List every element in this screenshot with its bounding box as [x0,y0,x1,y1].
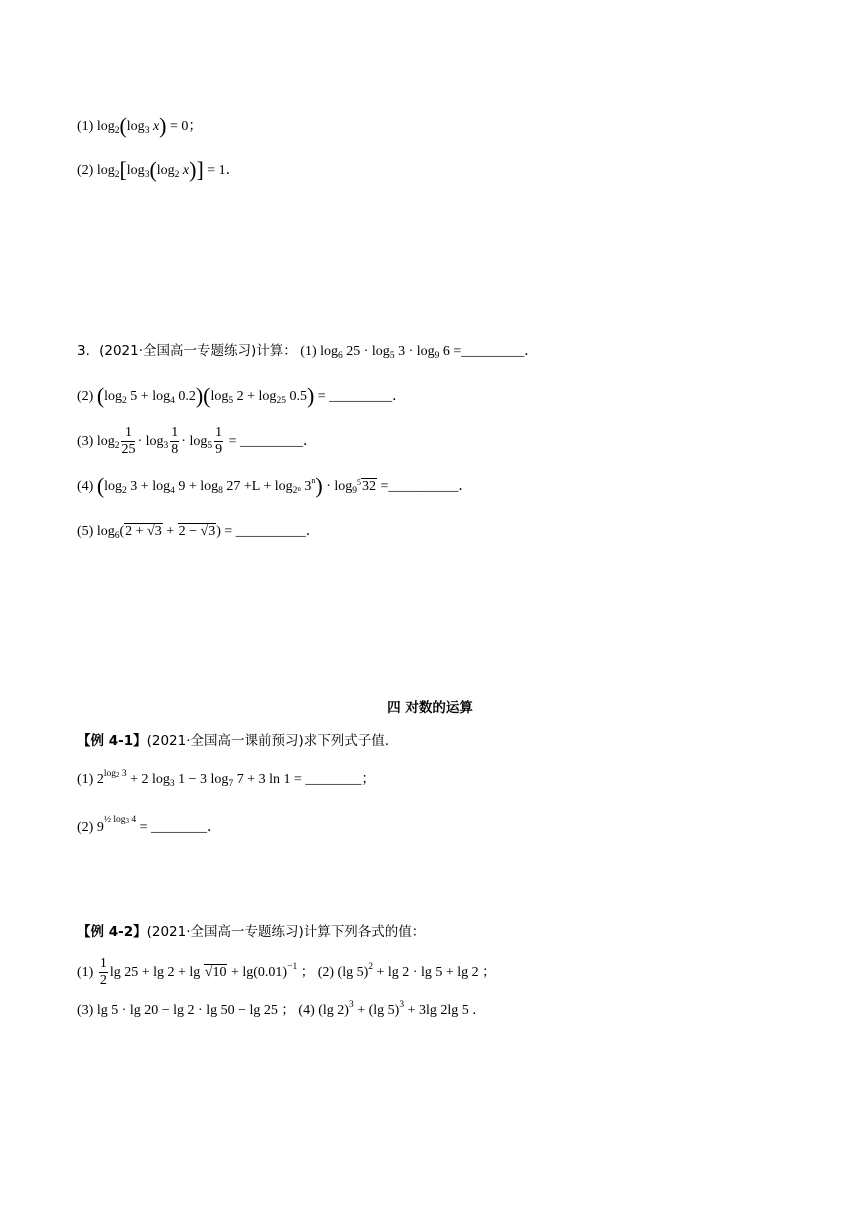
ellipsis-term: +L + [243,479,272,494]
example-4-2-row1 [77,954,496,991]
expression: (lg 5)$^2$ + lg 2 · lg 5 + lg 2 [337,962,479,980]
item-number: (1) [300,344,317,359]
expression: $\log_6 25 \cdot \log_5 3 \cdot \log_9 6$ [320,344,450,361]
problem3-item4 [77,473,473,498]
item-number: (2) [317,965,335,980]
answer-blank: = _________． [317,389,407,404]
answer-blank: = _________． [228,434,317,449]
example-4-2-row2 [77,1000,486,1021]
example-text: (2021·全国高一课前预习)求下列式子值． [146,733,399,749]
answer-blank: =_________． [453,344,539,359]
answer-blank: =__________． [380,479,473,494]
item-number: (1) [77,119,94,134]
example-label: 【例 4-1】 [77,733,147,749]
equation-tail: = 1． [207,163,240,178]
problem3-prefix: 3．(2021·全国高一专题练习)计算： [77,343,297,359]
item-number: (4) [298,1003,315,1018]
expression: (lg 2)$^3$ + (lg 5)$^3$ + 3lg 2lg 5 [318,1000,469,1018]
item-number: (1) [77,965,94,980]
problem2-item1 [77,113,203,138]
expression: ($\log_2$ $5 + \log_4 0.2)(\log_5$ $2 + \log_{25} 0.5$) [96,383,315,408]
equation: $\log_2(\log_3$ x) [96,113,167,138]
separator: ； [482,964,496,980]
answer-blank: = ________； [293,772,376,787]
equation-tail: = 0； [169,119,203,134]
problem3-header [77,341,538,362]
answer-blank: = __________． [224,524,320,539]
problem2-item2 [77,157,240,182]
item-number: (2) [77,389,94,404]
expression: lg 5 · lg 20 − lg 2 · lg 50 − lg 25 [96,1003,278,1018]
item-number: (2) [77,163,94,178]
problem3-item3 [77,424,317,460]
separator: ． [472,1002,486,1018]
example-4-1-item2 [77,815,221,838]
answer-blank: = ________． [139,820,221,835]
example-4-1-header [77,731,398,752]
equation: $\log_2[\log_3(\log_2$ x)] [96,157,204,182]
expression: $\log_6(2 + √3 + 2 - √3)$ [96,524,221,541]
item-number: (3) [77,1003,94,1018]
example-text: (2021·全国高一专题练习)计算下列各式的值： [146,924,426,940]
expression: ($\log_2$ $3 + \log_4 9 + \log_8 27 +L + \log_{2^n} 3^n) \cdot \log_9^532$ [96,473,376,498]
problem3-item5 [77,522,320,542]
section-heading: 四 对数的运算 [387,700,473,716]
expression: $\frac{1}{2}$ $\lg 25 + \lg 2 + \lg √10 + \lg(0.01)^{-1}$ [99,956,298,989]
item-number: (3) [77,434,94,449]
separator: ； [281,1002,295,1018]
separator: ； [300,964,315,980]
expression: $\log_2$ $\frac{1}{25}$ · $\log_3$ $\frac{1}{8}$ · $\log_5$ $\frac{1}{9}$ [96,425,223,458]
example-label: 【例 4-2】 [77,924,147,940]
expression: $2^{log_2 3} + 2$ $\log_3 1 - 3$ $\log_7 7 + 3$ ln 1 [96,769,291,789]
item-number: (4) [77,479,94,494]
item-number: (1) [77,772,94,787]
item-number: (2) [77,820,94,835]
problem3-item2 [77,383,407,408]
expression: $9^{\frac{1}{2} log_3 4}$ [96,815,137,835]
item-number: (5) [77,524,94,539]
example-4-1-item1 [77,770,375,790]
example-4-2-header [77,922,425,943]
